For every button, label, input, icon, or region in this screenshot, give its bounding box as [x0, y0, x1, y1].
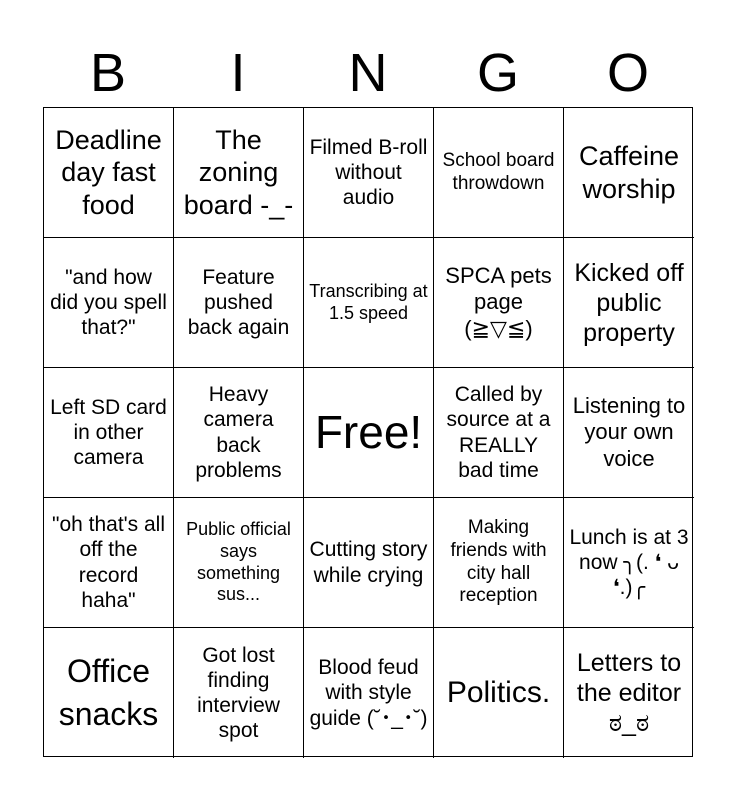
bingo-cell[interactable]: SPCA pets page (≧▽≦) [434, 238, 564, 368]
bingo-cell[interactable]: Cutting story while crying [304, 498, 434, 628]
bingo-cell[interactable]: Deadline day fast food [44, 108, 174, 238]
bingo-cell[interactable]: The zoning board -_- [174, 108, 304, 238]
bingo-cell[interactable]: Making friends with city hall reception [434, 498, 564, 628]
bingo-cell[interactable]: Transcribing at 1.5 speed [304, 238, 434, 368]
bingo-cell[interactable]: Kicked off public property [564, 238, 694, 368]
bingo-board [43, 107, 693, 757]
header-letter-n: N [348, 43, 388, 103]
bingo-cell[interactable]: Filmed B-roll without audio [304, 108, 434, 238]
bingo-cell[interactable]: Feature pushed back again [174, 238, 304, 368]
bingo-cell[interactable]: Left SD card in other camera [44, 368, 174, 498]
bingo-cell[interactable]: Politics. [434, 628, 564, 758]
bingo-cell[interactable]: Letters to the editor ಠ_ಠ [576, 649, 682, 737]
bingo-cell[interactable]: Lunch is at 3 now ╮(. ❛ ᴗ ❛.)╭ [564, 498, 694, 628]
header-letter-g: G [476, 43, 519, 103]
bingo-free-space[interactable]: Free! [304, 368, 434, 498]
bingo-header [43, 40, 693, 106]
header-letter-i: I [230, 43, 246, 103]
bingo-cell[interactable]: School board throwdown [434, 108, 564, 238]
header-letter-b: B [89, 43, 127, 103]
bingo-cell[interactable]: Caffeine worship [564, 108, 694, 238]
bingo-cell[interactable]: Listening to your own voice [564, 368, 694, 498]
bingo-cell[interactable]: Public official says something sus... [174, 498, 304, 628]
bingo-cell[interactable]: Blood feud with style guide (˘･_･˘) [304, 628, 434, 758]
bingo-cell[interactable]: Heavy camera back problems [174, 368, 304, 498]
header-letter-o: O [606, 43, 649, 103]
bingo-cell[interactable]: Got lost finding interview spot [174, 628, 304, 758]
bingo-cell[interactable]: "and how did you spell that?" [44, 238, 174, 368]
bingo-cell[interactable]: Called by source at a REALLY bad time [434, 368, 564, 498]
bingo-cell[interactable]: Office snacks [44, 628, 174, 758]
bingo-cell[interactable]: "oh that's all off the record haha" [44, 498, 174, 628]
